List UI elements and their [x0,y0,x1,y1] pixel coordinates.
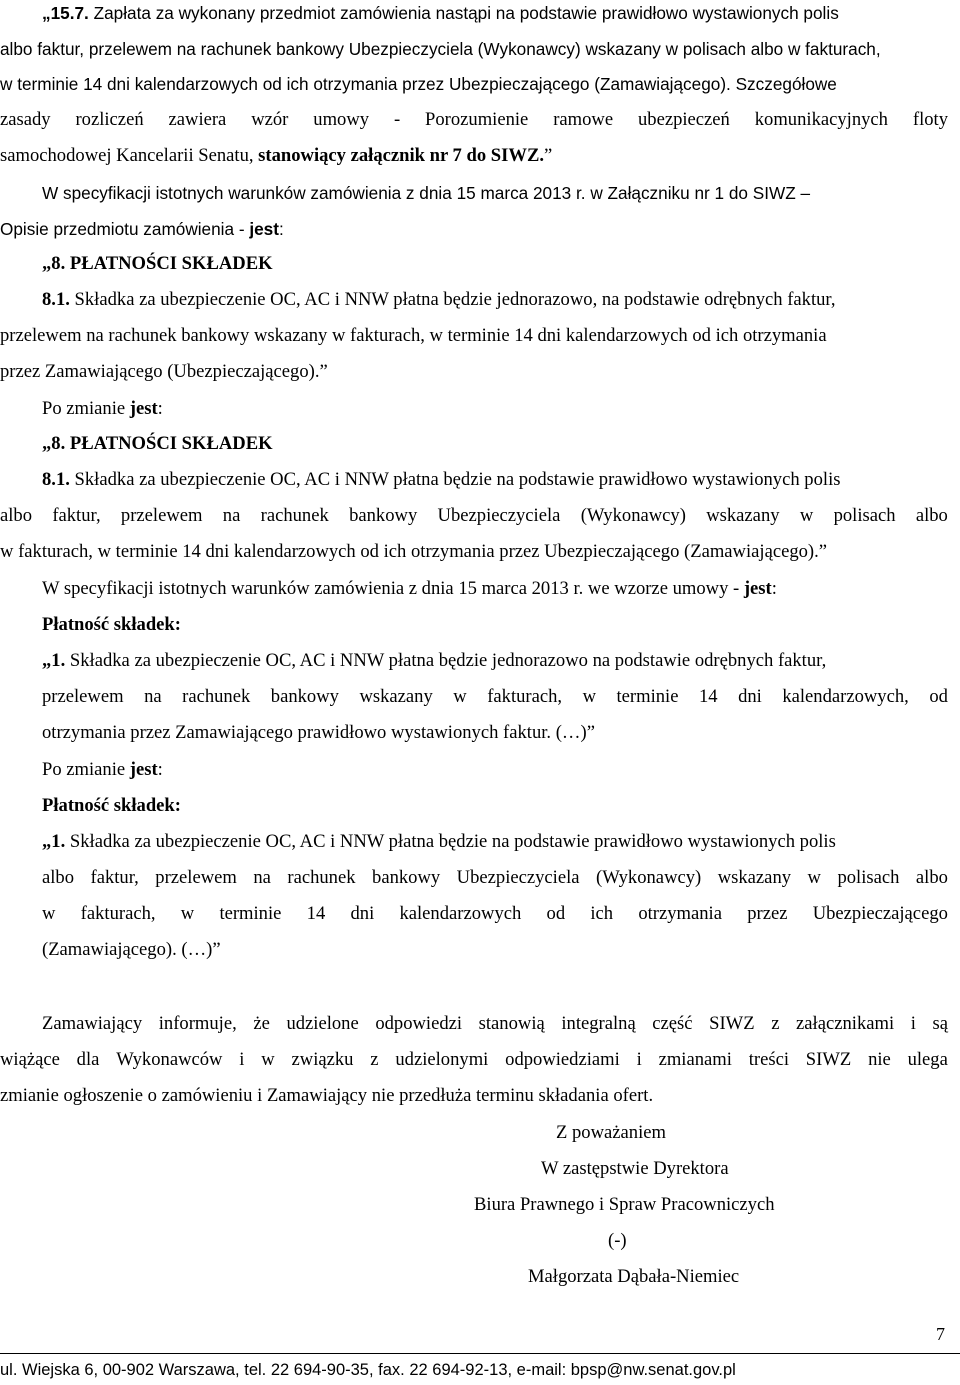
signature-mark: (-) [608,1230,627,1251]
change-label: Po zmianie jest: [42,759,163,780]
paragraph-line: (Zamawiającego). (…)” [42,939,221,960]
footer-divider [0,1353,960,1354]
change-label: Po zmianie jest: [42,398,163,419]
paragraph-line: albo faktur, przelewem na rachunek bankowy Ubezpieczyciela (Wykonawcy) wskazany w polisach albo w fakturach, [0,39,881,59]
paragraph-line: w terminie 14 dni kalendarzowych od ich otrzymania przez Ubezpieczającego (Zamawiającego). Szczegółowe [0,74,837,94]
paragraph-line: „15.7. Zapłata za wykonany przedmiot zamówienia nastąpi na podstawie prawidłowo wystawionych polis [42,3,839,23]
paragraph-line: albo faktur, przelewem na rachunek bankowy Ubezpieczyciela (Wykonawcy) wskazany w polisach albo [0,505,948,526]
paragraph-line: W specyfikacji istotnych warunków zamówienia z dnia 15 marca 2013 r. w Załączniku nr 1 do SIWZ – [42,183,811,203]
paragraph-line: przez Zamawiającego (Ubezpieczającego).” [0,361,328,382]
paragraph-line: Opisie przedmiotu zamówienia - jest: [0,219,284,239]
section-heading: Płatność składek: [42,795,181,816]
paragraph-line: Zamawiający informuje, że udzielone odpowiedzi stanowią integralną część SIWZ z załącznikami i są [42,1013,948,1034]
paragraph-line: w fakturach, w terminie 14 dni kalendarzowych od ich otrzymania przez Ubezpieczającego [42,903,948,924]
paragraph-line: w fakturach, w terminie 14 dni kalendarzowych od ich otrzymania przez Ubezpieczającego (Zamawiającego).” [0,541,828,562]
paragraph-line: przelewem na rachunek bankowy wskazany w fakturach, w terminie 14 dni kalendarzowych, od [42,686,948,707]
paragraph-line: przelewem na rachunek bankowy wskazany w fakturach, w terminie 14 dni kalendarzowych od ich otrzymania [0,325,827,346]
paragraph-line: 8.1. Składka za ubezpieczenie OC, AC i NNW płatna będzie jednorazowo, na podstawie odrębnych faktur, [42,289,836,310]
page-number: 7 [936,1324,945,1344]
signature-greeting: Z poważaniem [556,1122,666,1143]
paragraph-line: 8.1. Składka za ubezpieczenie OC, AC i NNW płatna będzie na podstawie prawidłowo wystawionych polis [42,469,841,490]
section-heading: „8. PŁATNOŚCI SKŁADEK [42,433,273,454]
paragraph-line: zasady rozliczeń zawiera wzór umowy - Porozumienie ramowe ubezpieczeń komunikacyjnych floty [0,109,948,130]
paragraph-line: albo faktur, przelewem na rachunek bankowy Ubezpieczyciela (Wykonawcy) wskazany w polisach albo [42,867,948,888]
paragraph-line: samochodowej Kancelarii Senatu, stanowiący załącznik nr 7 do SIWZ.” [0,145,553,166]
paragraph-line: zmianie ogłoszenie o zamówieniu i Zamawiający nie przedłuża terminu składania ofert. [0,1085,654,1106]
paragraph-line: W specyfikacji istotnych warunków zamówienia z dnia 15 marca 2013 r. we wzorze umowy - jest: [42,578,777,599]
footer-address: ul. Wiejska 6, 00-902 Warszawa, tel. 22 694-90-35, fax. 22 694-92-13, e-mail: bpsp@nw.senat.gov.pl [0,1361,736,1379]
signature-line: W zastępstwie Dyrektora [541,1158,729,1179]
signature-line: Biura Prawnego i Spraw Pracowniczych [474,1194,775,1215]
signature-name: Małgorzata Dąbała-Niemiec [528,1266,740,1287]
text: Zapłata za wykonany przedmiot zamówienia nastąpi na podstawie prawidłowo wystawionych polis [93,3,839,23]
paragraph-line: otrzymania przez Zamawiającego prawidłowo wystawionych faktur. (…)” [42,722,595,743]
paragraph-line: „1. Składka za ubezpieczenie OC, AC i NNW płatna będzie na podstawie prawidłowo wystawionych polis [42,831,836,852]
section-heading: Płatność składek: [42,614,181,635]
section-heading: „8. PŁATNOŚCI SKŁADEK [42,253,273,274]
paragraph-line: „1. Składka za ubezpieczenie OC, AC i NNW płatna będzie jednorazowo na podstawie odrębnych faktur, [42,650,827,671]
paragraph-line: wiążące dla Wykonawców i w związku z udzielonymi odpowiedziami i zmianami treści SIWZ nie ulega [0,1049,948,1070]
